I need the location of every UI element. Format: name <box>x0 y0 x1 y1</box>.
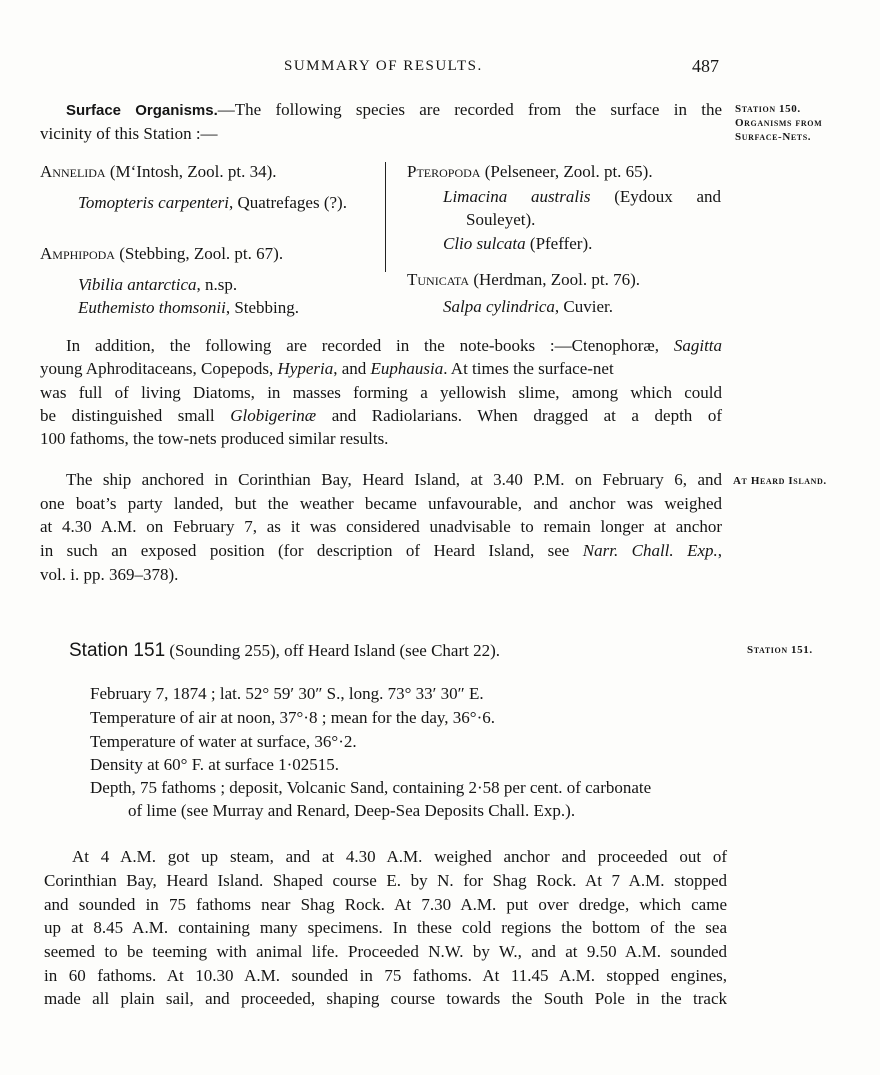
addition-line-4 <box>40 406 722 426</box>
heard-line-2: one boat’s party landed, but the weather became unfavourable, and anchor was weighed <box>40 494 722 513</box>
group-ref: (Herdman, Zool. pt. 76). <box>473 270 640 289</box>
species-name: Vibilia antarctica <box>78 275 197 294</box>
pteropoda-species-2 <box>443 234 592 254</box>
text-run: Sagitta <box>673 336 723 355</box>
station-data-air-temp: Temperature of air at noon, 37°·8 ; mean for the day, 36°·6. <box>90 708 495 727</box>
heard-line-3: at 4.30 A.M. on February 7, as it was considered unadvisable to remain longer at anchor <box>40 517 722 536</box>
margin-note-heard-island: At Heard Island. <box>733 475 827 487</box>
text-run: Hyperia <box>277 359 334 378</box>
heard-line-5: vol. i. pp. 369–378). <box>40 565 179 584</box>
species-author: , Quatrefages (?). <box>228 193 347 212</box>
species-name: Euthemisto thomsonii <box>78 298 226 317</box>
species-author: (Eydoux and <box>614 187 721 206</box>
amphipoda-species-2 <box>78 298 299 318</box>
species-author: , Stebbing. <box>225 298 300 317</box>
pteropoda-heading <box>407 162 653 182</box>
addition-line-5: 100 fathoms, the tow-nets produced similar results. <box>40 429 389 448</box>
margin-note-line: Surface-Nets. <box>735 131 812 143</box>
species-name: Salpa cylindrica <box>443 297 555 316</box>
station-data-date: February 7, 1874 ; lat. 52° 59′ 30″ S., long. 73° 33′ 30″ E. <box>90 684 484 703</box>
group-ref: (Pelseneer, Zool. pt. 65). <box>484 162 653 181</box>
annelida-species <box>78 193 347 213</box>
final-line-2: Corinthian Bay, Heard Island. Shaped course E. by N. for Shag Rock. At 7 A.M. stopped <box>44 871 727 890</box>
text-run: Globigerinæ <box>230 406 317 425</box>
page-number: 487 <box>692 56 719 76</box>
annelida-heading <box>40 162 277 182</box>
amphipoda-species-1 <box>78 275 237 295</box>
surface-line-1 <box>66 100 722 120</box>
margin-note-line: Organisms from <box>735 117 823 129</box>
running-title: SUMMARY OF RESULTS. <box>284 58 483 74</box>
surface-heading: Surface Organisms. <box>66 102 218 119</box>
group-ref: (M‘Intosh, Zool. pt. 34). <box>109 162 277 181</box>
species-name: Tomopteris carpenteri <box>78 193 229 212</box>
text-run: , <box>717 541 723 560</box>
amphipoda-heading <box>40 244 283 264</box>
text-run: . At times the surface-net <box>443 359 614 378</box>
text-run: in such an exposed position (for description of Heard Island, see <box>40 541 570 560</box>
addition-line-2 <box>40 359 614 379</box>
station-data-water-temp: Temperature of water at surface, 36°·2. <box>90 732 357 751</box>
text-run: , and <box>333 359 367 378</box>
heard-line-1: The ship anchored in Corinthian Bay, Heard Island, at 3.40 P.M. on February 6, and <box>66 470 722 489</box>
final-line-4: up at 8.45 A.M. containing many specimens. In these cold regions the bottom of the sea <box>44 918 727 937</box>
text-run: young Aphroditaceans, Copepods, <box>40 359 274 378</box>
text-run: Euphausia <box>370 359 444 378</box>
tunicata-heading <box>407 270 640 290</box>
species-name: Clio sulcata <box>443 234 526 253</box>
text-run: Narr. Chall. Exp. <box>582 541 718 560</box>
station151-heading <box>69 640 500 662</box>
final-line-6: in 60 fathoms. At 10.30 A.M. sounded in 75 fathoms. At 11.45 A.M. stopped engines, <box>44 966 727 985</box>
final-line-1: At 4 A.M. got up steam, and at 4.30 A.M. weighed anchor and proceeded out of <box>72 847 727 866</box>
column-divider <box>385 162 386 272</box>
species-author: , n.sp. <box>196 275 238 294</box>
group-name: Annelida <box>40 162 106 181</box>
station-title: Station 151 <box>69 640 166 661</box>
addition-line-3: was full of living Diatoms, in masses forming a yellowish slime, among which could <box>40 383 722 402</box>
text-run: and Radiolarians. When dragged at a depth of <box>331 406 723 425</box>
pteropoda-species-1 <box>443 187 721 207</box>
margin-note-station150 <box>735 102 822 144</box>
final-line-3: and sounded in 75 fathoms near Shag Rock. At 7.30 A.M. put over dredge, which came <box>44 895 727 914</box>
group-ref: (Stebbing, Zool. pt. 67). <box>119 244 284 263</box>
surface-line1-text: —The following species are recorded from the surface in the <box>217 100 723 119</box>
station-subtitle: (Sounding 255), off Heard Island (see Chart 22). <box>169 641 501 660</box>
species-name: Limacina australis <box>443 187 591 206</box>
group-name: Pteropoda <box>407 162 481 181</box>
text-run: In addition, the following are recorded in the note-books :—Ctenophoræ, <box>66 336 660 355</box>
pteropoda-species-1-cont: Souleyet). <box>466 210 536 229</box>
station-data-density: Density at 60° F. at surface 1·02515. <box>90 755 340 774</box>
group-name: Amphipoda <box>40 244 115 263</box>
station-data-depth: Depth, 75 fathoms ; deposit, Volcanic Sand, containing 2·58 per cent. of carbonate <box>90 778 652 797</box>
species-author: , Cuvier. <box>554 297 613 316</box>
group-name: Tunicata <box>407 270 470 289</box>
station-data-depth-cont: of lime (see Murray and Renard, Deep-Sea Deposits Chall. Exp.). <box>128 801 576 820</box>
margin-note-station151: Station 151. <box>747 644 813 656</box>
heard-line-4 <box>40 541 722 561</box>
text-run: be distinguished small <box>40 406 215 425</box>
addition-line-1 <box>66 336 722 356</box>
margin-note-line: Station 150. <box>735 103 801 115</box>
surface-line-2: vicinity of this Station :— <box>40 124 218 143</box>
final-line-5: seemed to be teeming with animal life. Proceeded N.W. by W., and at 9.50 A.M. sounded <box>44 942 727 961</box>
final-line-7: made all plain sail, and proceeded, shaping course towards the South Pole in the track <box>44 989 727 1008</box>
tunicata-species <box>443 297 613 317</box>
species-author: (Pfeffer). <box>529 234 593 253</box>
